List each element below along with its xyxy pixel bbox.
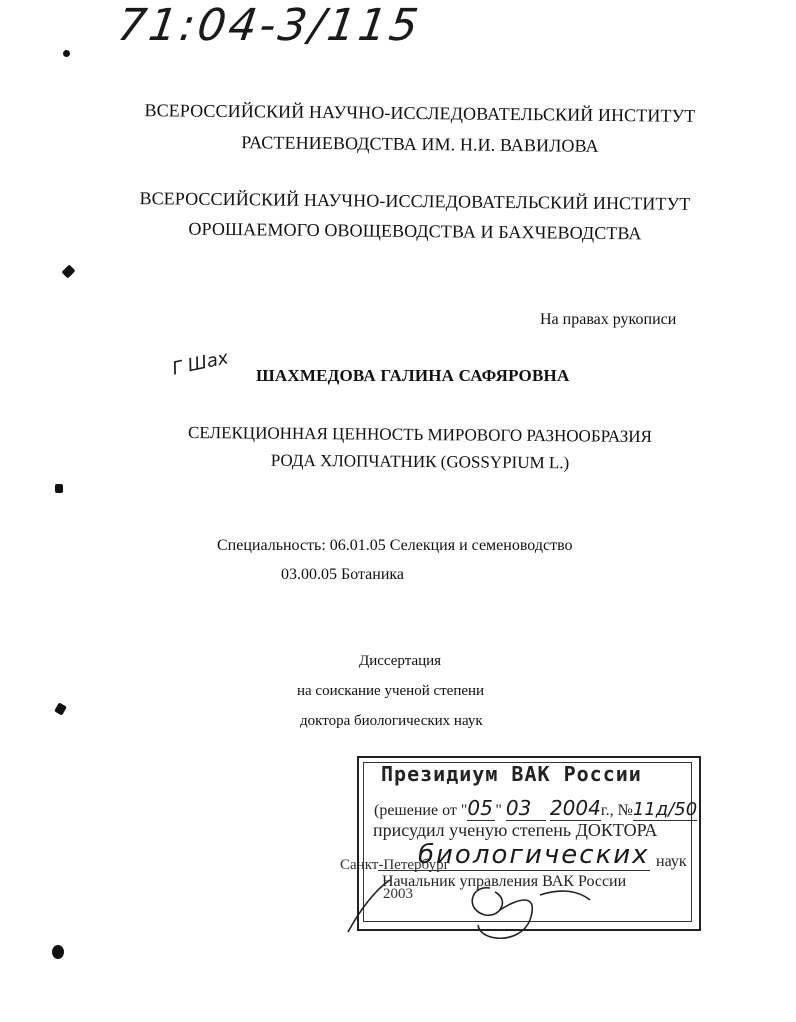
specialty-line-1 xyxy=(217,537,573,555)
specialty-label: Специальность: xyxy=(217,537,326,554)
stamp-signatory: Начальник управления ВАК России xyxy=(382,873,627,890)
rights-note: На правах рукописи xyxy=(540,311,677,328)
year: 2003 xyxy=(383,886,413,902)
thesis-title-line-1: СЕЛЕКЦИОННАЯ ЦЕННОСТЬ МИРОВОГО РАЗНООБРАЗИЯ xyxy=(188,422,652,447)
signature xyxy=(340,870,640,945)
stamp-decision-suffix: г., № xyxy=(600,802,633,819)
institution-2-line-1: ВСЕРОССИЙСКИЙ НАУЧНО-ИССЛЕДОВАТЕЛЬСКИЙ ИНСТИТУТ xyxy=(139,188,691,214)
stamp-decision-line xyxy=(374,796,697,821)
specialty-code-1: 06.01.05 Селекция и семеноводство xyxy=(329,537,573,554)
stamp-decision-year: 2004 xyxy=(549,796,601,820)
binding-mark-2 xyxy=(61,264,75,278)
institution-1-line-2: РАСТЕНИЕВОДСТВА ИМ. Н.И. ВАВИЛОВА xyxy=(241,132,599,156)
stamp-awarded: присудил ученую степень ДОКТОРА xyxy=(373,820,658,840)
stamp-field-handwritten: биологических xyxy=(418,840,650,870)
stamp-decision-prefix: (решение от " xyxy=(374,802,468,819)
binding-mark-3 xyxy=(55,484,63,493)
author-name: ШАХМЕДОВА ГАЛИНА САФЯРОВНА xyxy=(256,366,570,385)
city: Санкт-Петербург xyxy=(340,857,450,873)
institution-2-line-2: ОРОШАЕМОГО ОВОЩЕВОДСТВА И БАХЧЕВОДСТВА xyxy=(188,218,642,244)
binding-mark-5 xyxy=(52,945,64,959)
stamp-decision-month: 03 xyxy=(506,796,546,821)
stamp-decision-day: 05 xyxy=(467,796,495,821)
institution-1-line-1: ВСЕРОССИЙСКИЙ НАУЧНО-ИССЛЕДОВАТЕЛЬСКИЙ ИНСТИТУТ xyxy=(144,100,696,126)
binding-mark-4 xyxy=(54,702,67,715)
specialty-line-2: 03.00.05 Ботаника xyxy=(281,566,405,583)
binding-mark-1 xyxy=(63,50,70,57)
dissertation-line-2: на соискание ученой степени xyxy=(297,683,485,699)
author-initials-handwritten: Г Шах xyxy=(170,347,231,380)
archive-number: 71:04-3/115 xyxy=(114,0,425,51)
dissertation-line-1: Диссертация xyxy=(359,653,442,669)
dissertation-line-3: доктора биологических наук xyxy=(300,713,483,729)
stamp-field-suffix: наук xyxy=(656,853,687,870)
stamp-decision-quote: " xyxy=(495,802,502,819)
thesis-title-line-2: РОДА ХЛОПЧАТНИК (GOSSYPIUM L.) xyxy=(270,450,570,473)
stamp-decision-number: 11д/50 xyxy=(632,799,698,820)
stamp-title: Президиум ВАК России xyxy=(381,762,642,786)
